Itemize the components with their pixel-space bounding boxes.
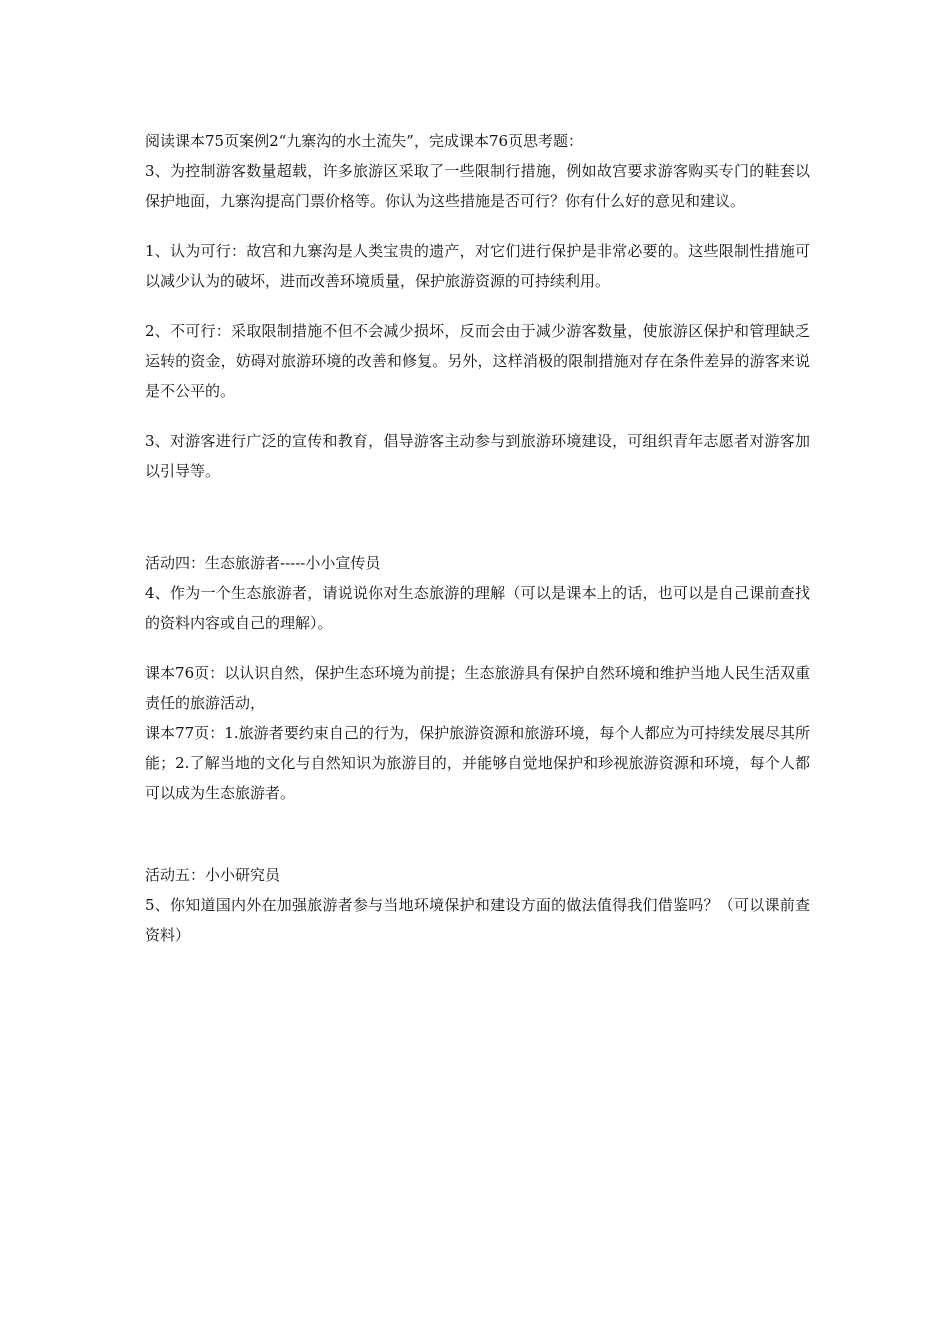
intro-text: 阅读课本75页案例2“九寨沟的水土流失”，完成课本76页思考题： — [145, 132, 584, 150]
question-3: 3、为控制游客数量超载，许多旅游区采取了一些限制行措施，例如故宫要求游客购买专门的鞋套以保护地面，九寨沟提高门票价格等。你认为这些措施是否可行？你有什么好的意见和建议。 — [145, 162, 810, 210]
answer-3: 3、对游客进行广泛的宣传和教育，倡导游客主动参与到旅游环境建设，可组织青年志愿者对游客加以引导等。 — [145, 432, 810, 480]
document-page — [145, 126, 810, 950]
question-4: 4、作为一个生态旅游者，请说说你对生态旅游的理解（可以是课本上的话，也可以是自己课前查找的资料内容或自己的理解）。 — [145, 584, 810, 632]
activity-5-title: 活动五：小小研究员 — [145, 866, 281, 884]
answer-2: 2、不可行：采取限制措施不但不会减少损坏，反而会由于减少游客数量，使旅游区保护和管理缺乏运转的资金，妨碍对旅游环境的改善和修复。另外，这样消极的限制措施对存在条件差异的游客来说是不公平的。 — [145, 322, 810, 400]
activity-4-title: 活动四：生态旅游者-----小小宣传员 — [145, 554, 381, 572]
question-5: 5、你知道国内外在加强旅游者参与当地环境保护和建设方面的做法值得我们借鉴吗？（可以课前查资料） — [145, 896, 810, 944]
answer-1: 1、认为可行：故宫和九寨沟是人类宝贵的遗产，对它们进行保护是非常必要的。这些限制性措施可以减少认为的破坏，进而改善环境质量，保护旅游资源的可持续利用。 — [145, 242, 810, 290]
textbook-77-note: 课本77页：1.旅游者要约束自己的行为，保护旅游资源和旅游环境，每个人都应为可持续发展尽其所能；2.了解当地的文化与自然知识为旅游目的，并能够自觉地保护和珍视旅游资源和环境，每个人都可以成为生态旅游者。 — [145, 724, 810, 802]
textbook-76-note: 课本76页：以认识自然，保护生态环境为前提；生态旅游具有保护自然环境和维护当地人民生活双重责任的旅游活动， — [145, 664, 810, 712]
